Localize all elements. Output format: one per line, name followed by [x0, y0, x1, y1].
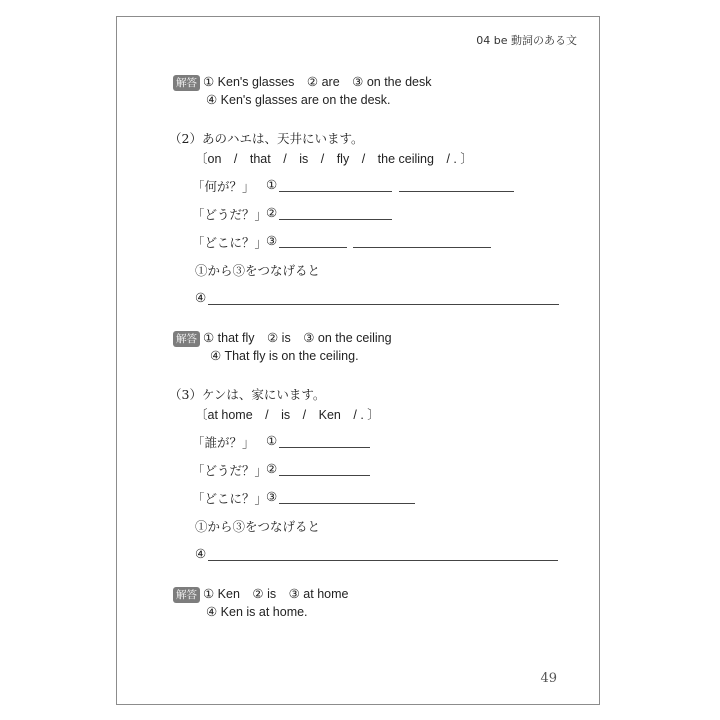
q2-blank-1b[interactable]: [399, 191, 514, 192]
question-3-choices: 〔at home / is / Ken / . 〕: [195, 408, 380, 422]
q2-row-3-marker: ③: [266, 233, 278, 248]
answer-3-line-1: 解答 ① Ken ② is ③ at home: [173, 584, 348, 603]
page-number: 49: [540, 671, 557, 686]
q3-final-marker: ④: [195, 546, 207, 561]
book-page: [116, 16, 600, 705]
q2-connect-instruction: ①から③をつなげると: [195, 263, 321, 278]
q3-blank-2[interactable]: [279, 475, 370, 476]
q2-blank-2[interactable]: [279, 219, 392, 220]
q3-blank-1[interactable]: [279, 447, 370, 448]
q2-blank-3a[interactable]: [279, 247, 347, 248]
answer-2-line-2: ④ That fly is on the ceiling.: [210, 349, 359, 363]
q3-final-sentence-blank[interactable]: [208, 560, 558, 561]
q3-row-1-label: 「誰が？」: [192, 435, 255, 450]
q3-row-3-marker: ③: [266, 489, 278, 504]
chapter-header: 04 be 動詞のある文: [476, 34, 577, 47]
q2-row-2-marker: ②: [266, 205, 278, 220]
answer-badge: 解答: [173, 75, 200, 91]
answer-badge: 解答: [173, 331, 200, 347]
answer-2-line-1: 解答 ① that fly ② is ③ on the ceiling: [173, 328, 392, 347]
q2-row-1-label: 「何が？」: [192, 179, 255, 194]
answer-badge: 解答: [173, 587, 200, 603]
question-2-prompt: （2）あのハエは、天井にいます。: [169, 131, 364, 146]
answer-1-line-1: 解答 ① Ken's glasses ② are ③ on the desk: [173, 72, 431, 91]
q2-row-3-label: 「どこに？」: [192, 235, 268, 250]
q3-row-3-label: 「どこに？」: [192, 491, 268, 506]
q2-final-sentence-blank[interactable]: [208, 304, 559, 305]
q3-blank-3[interactable]: [279, 503, 415, 504]
q2-final-marker: ④: [195, 290, 207, 305]
question-3-prompt: （3）ケンは、家にいます。: [169, 387, 326, 402]
q2-row-2-label: 「どうだ？」: [192, 207, 268, 222]
q2-row-1-marker: ①: [266, 177, 278, 192]
answer-3-line-2: ④ Ken is at home.: [206, 605, 308, 619]
q3-row-2-marker: ②: [266, 461, 278, 476]
q3-connect-instruction: ①から③をつなげると: [195, 519, 321, 534]
q3-row-1-marker: ①: [266, 433, 278, 448]
answer-1-line-2: ④ Ken's glasses are on the desk.: [206, 93, 391, 107]
q2-blank-1a[interactable]: [279, 191, 392, 192]
q3-row-2-label: 「どうだ？」: [192, 463, 268, 478]
q2-blank-3b[interactable]: [353, 247, 491, 248]
question-2-choices: 〔on / that / is / fly / the ceiling / . 〕: [195, 152, 473, 166]
